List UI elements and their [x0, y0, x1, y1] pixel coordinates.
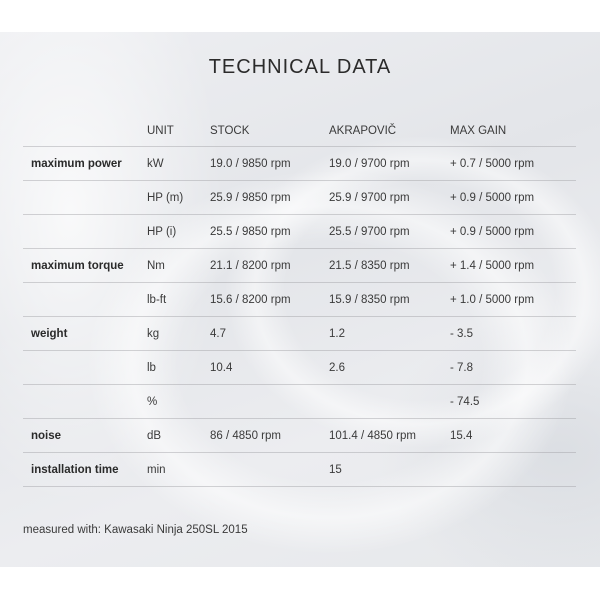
row-max-gain: + 1.0 / 5000 rpm — [450, 283, 576, 317]
row-parameter — [23, 385, 147, 419]
row-unit: HP (i) — [147, 215, 210, 249]
header-stock: STOCK — [210, 125, 250, 137]
row-unit: lb-ft — [147, 283, 210, 317]
row-max-gain: + 0.9 / 5000 rpm — [450, 215, 576, 249]
header-parameter — [23, 116, 147, 147]
row-stock: 4.7 — [210, 317, 329, 351]
row-max-gain: + 0.9 / 5000 rpm — [450, 181, 576, 215]
row-max-gain: + 1.4 / 5000 rpm — [450, 249, 576, 283]
table-row — [23, 453, 576, 487]
table-row — [23, 351, 576, 385]
row-parameter — [23, 215, 147, 249]
table-row — [23, 317, 576, 351]
row-parameter — [23, 181, 147, 215]
row-max-gain: 15.4 — [450, 419, 576, 453]
row-akrapovic: 101.4 / 4850 rpm — [329, 419, 450, 453]
row-stock — [210, 453, 329, 487]
row-max-gain: - 7.8 — [450, 351, 576, 385]
row-akrapovic: 15 — [329, 453, 450, 487]
row-parameter: maximum power — [23, 147, 147, 181]
row-unit: min — [147, 453, 210, 487]
header-unit: UNIT — [147, 125, 174, 137]
row-akrapovic: 1.2 — [329, 317, 450, 351]
row-unit: kg — [147, 317, 210, 351]
row-unit: HP (m) — [147, 181, 210, 215]
row-parameter: installation time — [23, 453, 147, 487]
row-max-gain: - 3.5 — [450, 317, 576, 351]
row-akrapovic: 25.9 / 9700 rpm — [329, 181, 450, 215]
row-akrapovic — [329, 385, 450, 419]
row-akrapovic: 2.6 — [329, 351, 450, 385]
table-row — [23, 181, 576, 215]
row-unit: % — [147, 385, 210, 419]
row-stock: 25.5 / 9850 rpm — [210, 215, 329, 249]
row-unit: dB — [147, 419, 210, 453]
row-max-gain — [450, 453, 576, 487]
row-stock: 10.4 — [210, 351, 329, 385]
technical-data-panel — [0, 32, 600, 567]
row-max-gain: + 0.7 / 5000 rpm — [450, 147, 576, 181]
row-stock: 86 / 4850 rpm — [210, 419, 329, 453]
row-stock: 15.6 / 8200 rpm — [210, 283, 329, 317]
table-row — [23, 215, 576, 249]
row-akrapovic: 25.5 / 9700 rpm — [329, 215, 450, 249]
measurement-footnote: measured with: Kawasaki Ninja 250SL 2015 — [23, 524, 248, 536]
row-max-gain: - 74.5 — [450, 385, 576, 419]
table-header-row — [23, 116, 576, 147]
row-parameter: noise — [23, 419, 147, 453]
row-stock — [210, 385, 329, 419]
row-parameter: weight — [23, 317, 147, 351]
table-row — [23, 419, 576, 453]
header-akrapovic: AKRAPOVIČ — [329, 125, 397, 137]
table-row — [23, 147, 576, 181]
row-parameter: maximum torque — [23, 249, 147, 283]
row-unit: lb — [147, 351, 210, 385]
row-stock: 21.1 / 8200 rpm — [210, 249, 329, 283]
page-title: TECHNICAL DATA — [208, 56, 392, 78]
row-unit: kW — [147, 147, 210, 181]
row-unit: Nm — [147, 249, 210, 283]
table-row — [23, 385, 576, 419]
row-parameter — [23, 351, 147, 385]
row-akrapovic: 19.0 / 9700 rpm — [329, 147, 450, 181]
table-row — [23, 283, 576, 317]
row-stock: 25.9 / 9850 rpm — [210, 181, 329, 215]
row-akrapovic: 21.5 / 8350 rpm — [329, 249, 450, 283]
header-max-gain: MAX GAIN — [450, 125, 507, 137]
row-akrapovic: 15.9 / 8350 rpm — [329, 283, 450, 317]
row-parameter — [23, 283, 147, 317]
row-stock: 19.0 / 9850 rpm — [210, 147, 329, 181]
table-row — [23, 249, 576, 283]
technical-data-table — [23, 116, 576, 487]
